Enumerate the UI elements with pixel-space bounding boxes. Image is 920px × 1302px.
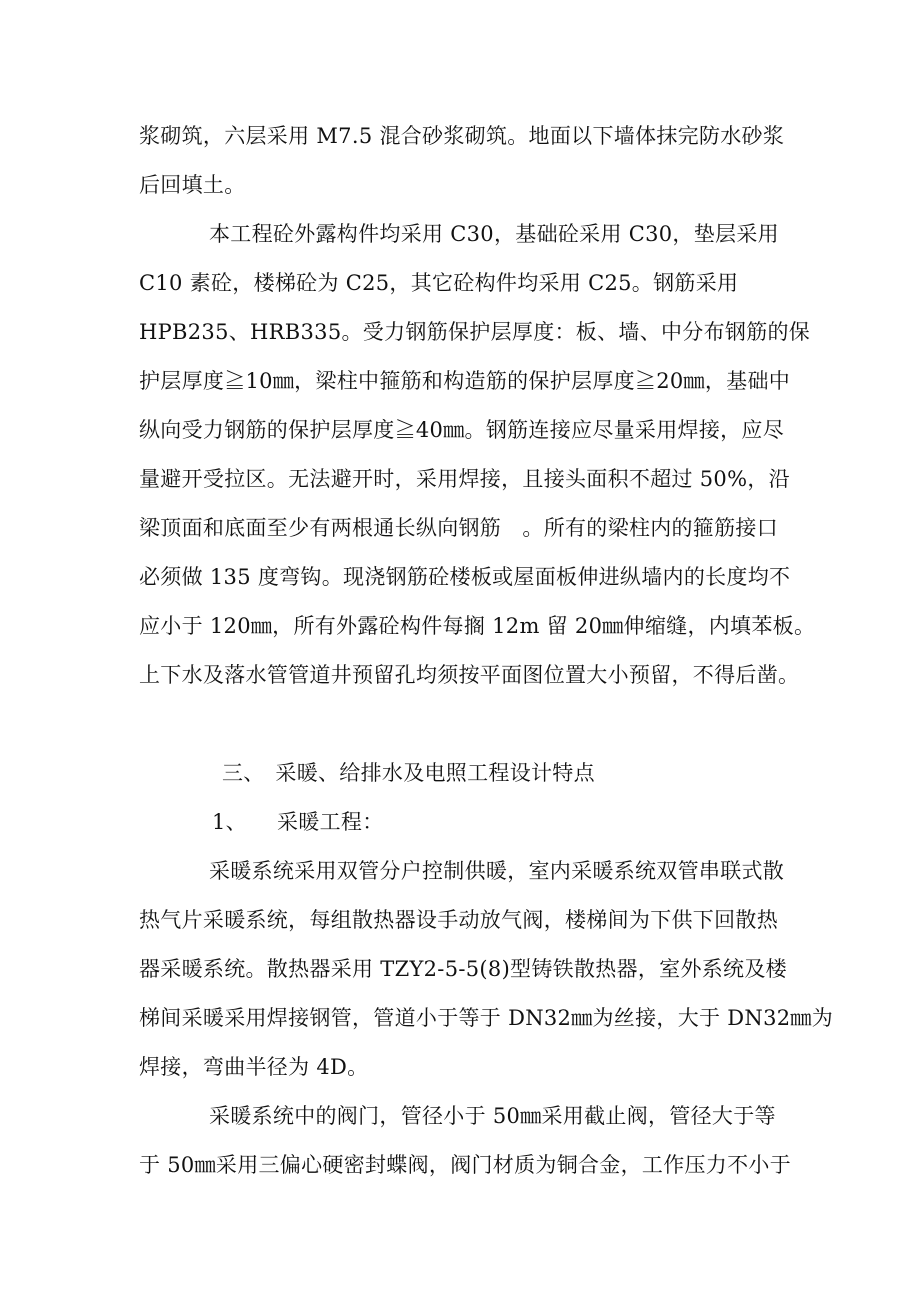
paragraph-line: 必须做 135 度弯钩。现浇钢筋砼楼板或屋面板伸进纵墙内的长度均不 [139, 565, 791, 589]
paragraph-line: 采暖系统采用双管分户控制供暖，室内采暖系统双管串联式散 [209, 859, 785, 883]
paragraph-line: 纵向受力钢筋的保护层厚度≧40㎜。钢筋连接应尽量采用焊接，应尽 [139, 418, 785, 442]
paragraph-line: 器采暖系统。散热器采用 TZY2-5-5(8)型铸铁散热器，室外系统及楼 [139, 957, 787, 981]
paragraph-line: 采暖系统中的阀门，管径小于 50㎜采用截止阀，管径大于等 [209, 1104, 776, 1128]
paragraph-line: 本工程砼外露构件均采用 C30，基础砼采用 C30，垫层采用 [209, 222, 779, 246]
paragraph-line: 护层厚度≧10㎜，梁柱中箍筋和构造筋的保护层厚度≧20㎜，基础中 [139, 369, 791, 393]
paragraph-line: C10 素砼，楼梯砼为 C25，其它砼构件均采用 C25。钢筋采用 [139, 271, 739, 295]
paragraph-line: 热气片采暖系统，每组散热器设手动放气阀，楼梯间为下供下回散热 [139, 908, 778, 932]
paragraph-line: 焊接，弯曲半径为 4D。 [139, 1055, 369, 1079]
paragraph-line: 量避开受拉区。无法避开时，采用焊接，且接头面积不超过 50%，沿 [139, 467, 790, 491]
paragraph-line: 后回填土。 [139, 173, 246, 197]
paragraph-line: HPB235、HRB335。受力钢筋保护层厚度：板、墙、中分布钢筋的保 [139, 320, 811, 344]
list-item-title: 采暖工程： [277, 810, 384, 834]
section-heading: 三、 采暖、给排水及电照工程设计特点 [222, 761, 595, 785]
paragraph-line: 梁顶面和底面至少有两根通长纵向钢筋 。所有的梁柱内的箍筋接口 [139, 516, 778, 540]
paragraph-line: 应小于 120㎜，所有外露砼构件每搁 12m 留 20㎜伸缩缝，内填苯板。 [139, 614, 816, 638]
list-item-number: 1、 [212, 810, 247, 834]
paragraph-line: 浆砌筑，六层采用 M7.5 混合砂浆砌筑。地面以下墙体抹完防水砂浆 [139, 124, 785, 148]
paragraph-line: 梯间采暖采用焊接钢管，管道小于等于 DN32㎜为丝接，大于 DN32㎜为 [139, 1006, 834, 1030]
paragraph-line: 于 50㎜采用三偏心硬密封蝶阀，阀门材质为铜合金，工作压力不小于 [139, 1153, 791, 1177]
paragraph-line: 上下水及落水管管道井预留孔均须按平面图位置大小预留，不得后凿。 [139, 663, 800, 687]
